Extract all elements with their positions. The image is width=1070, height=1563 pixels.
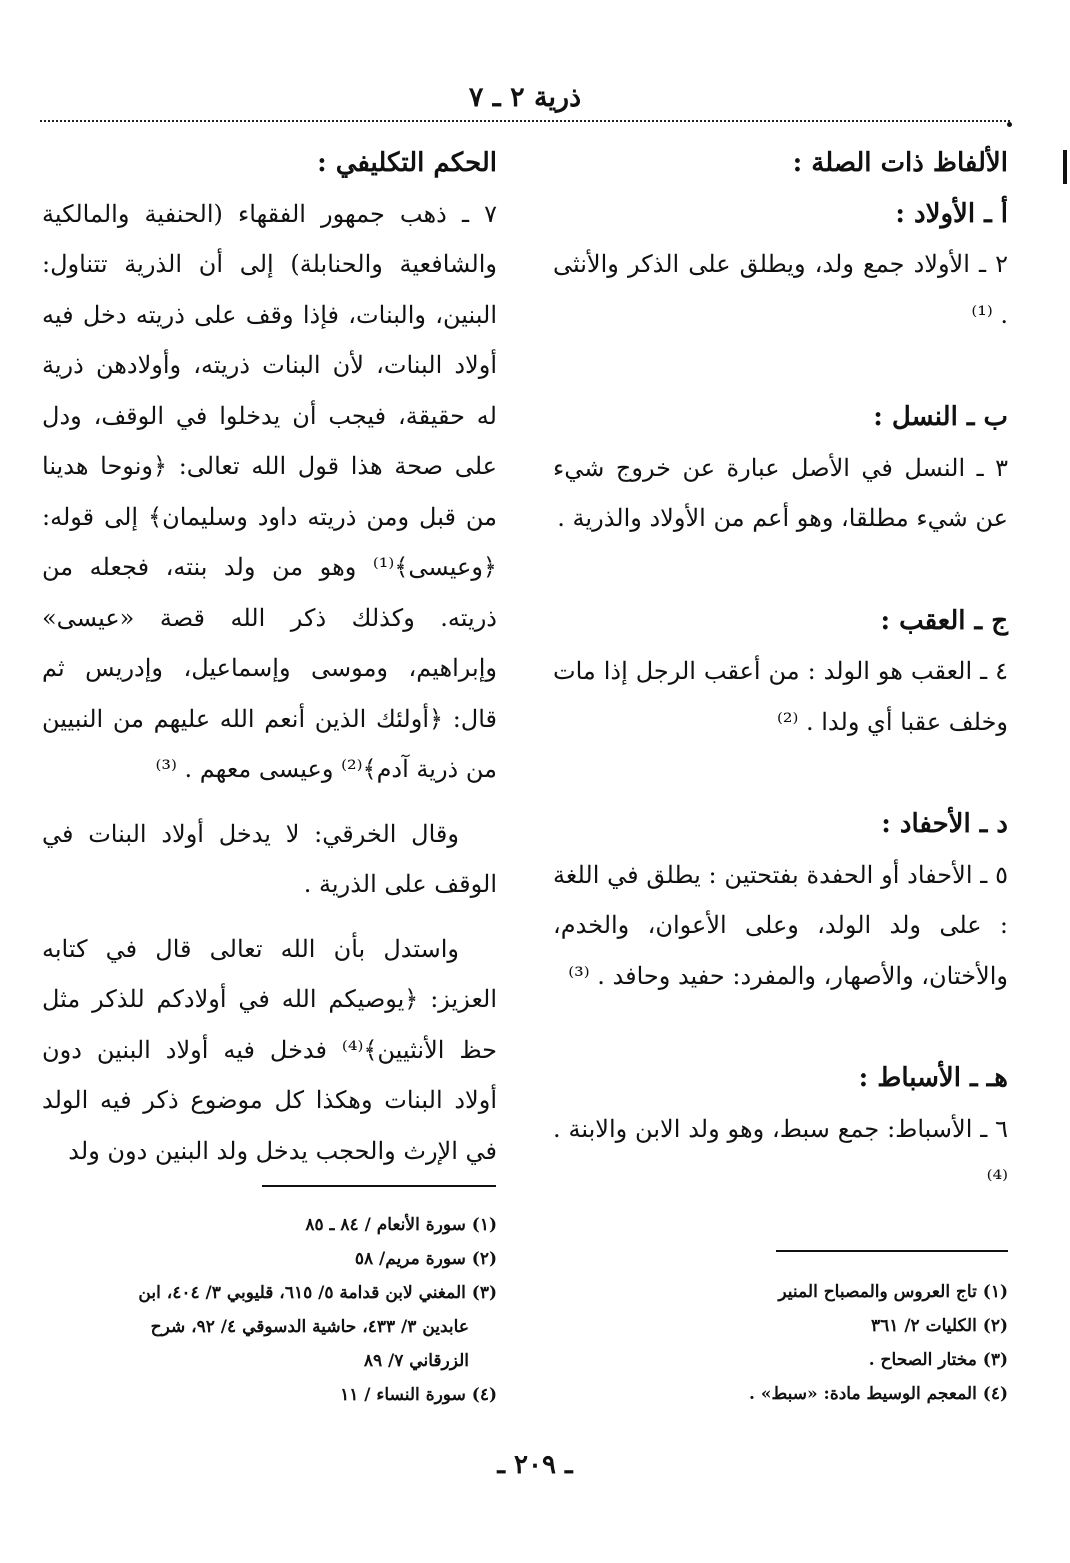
footnote-item: (٤) سورة النساء / ١١	[340, 1385, 497, 1405]
subheading-asbat: هـ ـ الأسباط :	[858, 1063, 1008, 1093]
paragraph-4: ٤ ـ العقب هو الولد : من أعقب الرجل إذا مات وخلف عقبا أي ولدا . ⁽²⁾	[553, 657, 1008, 736]
subheading-aqib: ج ـ العقب :	[880, 605, 1008, 636]
paragraph-kharqi: وقال الخرقي: لا يدخل أولاد البنات في الوقف على الذرية .	[42, 819, 497, 898]
footnote-item: (٢) الكليات ٢/ ٣٦١	[871, 1316, 1008, 1336]
subheading-ahfad: د ـ الأحفاد :	[881, 809, 1008, 839]
footnote-continuation: الزرقاني ٧/ ٨٩	[363, 1351, 469, 1371]
paragraph-5: ٥ ـ الأحفاد أو الحفدة بفتحتين : يطلق في اللغة : على ولد الولد، وعلى الأعوان، والخدم، والأختان، والأصهار، والمفرد: حفيد وحافد . ⁽³⁾	[553, 860, 1008, 990]
page-number: ـ ٢٠٩ ـ	[497, 1450, 573, 1480]
margin-dot	[1007, 122, 1012, 127]
header-dotted-rule	[40, 120, 1010, 122]
paragraph-2: ٢ ـ الأولاد جمع ولد، ويطلق على الذكر والأنثى . ⁽¹⁾	[553, 250, 1008, 329]
footnote-item: (١) تاج العروس والمصباح المنير	[778, 1282, 1008, 1302]
margin-bar	[1063, 150, 1067, 184]
footnote-rule-left	[262, 1185, 496, 1187]
footnotes-left	[42, 1208, 497, 1412]
section-heading-related-terms: الألفاظ ذات الصلة :	[792, 148, 1008, 178]
footnote-continuation: عابدين ٣/ ٤٣٣، حاشية الدسوقي ٤/ ٩٢، شرح	[150, 1317, 469, 1337]
subheading-awlad: أ ـ الأولاد :	[895, 198, 1008, 229]
section-heading-ruling: الحكم التكليفي :	[317, 148, 497, 178]
footnote-item: (١) سورة الأنعام / ٨٤ ـ ٨٥	[305, 1215, 497, 1235]
footnote-rule-right	[776, 1250, 1008, 1252]
left-column	[42, 138, 497, 1176]
paragraph-3: ٣ ـ النسل في الأصل عبارة عن خروج شيء عن شيء مطلقا، وهو أعم من الأولاد والذرية .	[553, 453, 1008, 532]
paragraph-6: ٦ ـ الأسباط: جمع سبط، وهو ولد الابن والابنة . ⁽⁴⁾	[553, 1114, 1008, 1193]
subheading-nasl: ب ـ النسل :	[873, 402, 1008, 432]
paragraph-istidlal: واستدل بأن الله تعالى قال في كتابه العزيز: ﴿يوصيكم الله في أولادكم للذكر مثل حظ الأنثيين﴾⁽⁴⁾ فدخل فيه أولاد البنين دون أولاد البنات وهكذا كل موضوع ذكر فيه الولد في الإرث والحجب يدخل ولد البنين دون ولد	[42, 934, 498, 1165]
footnote-item: (٤) المعجم الوسيط مادة: «سبط» .	[749, 1384, 1008, 1404]
running-header: ذرية ٢ ـ ٧	[468, 82, 582, 113]
right-column	[553, 138, 1008, 1205]
footnote-item: (٣) مختار الصحاح .	[868, 1350, 1008, 1370]
footnote-item: (٣) المغني لابن قدامة ٥/ ٦١٥، قليوبي ٣/ ٤٠٤، ابن	[138, 1283, 497, 1303]
footnotes-right	[553, 1275, 1008, 1411]
paragraph-7: ٧ ـ ذهب جمهور الفقهاء (الحنفية والمالكية والشافعية والحنابلة) إلى أن الذرية تتناول: البنين، والبنات، فإذا وقف على ذريته دخل فيه أولاد البنات، لأن البنات ذريته، وأولادهن ذرية له حقيقة، فيجب أن يدخلوا في الوقف، ودل على صحة هذا قول الله تعالى: ﴿ونوحا هدينا من قبل ومن ذريته داود وسليمان﴾ إلى قوله: ﴿وعيسى﴾⁽¹⁾ وهو من ولد بنته، فجعله من ذريته. وكذلك ذكر الله قصة «عيسى» وإبراهيم، وموسى وإسماعيل، وإدريس ثم قال: ﴿أولئك الذين أنعم الله عليهم من النبيين من ذرية آدم﴾⁽²⁾ وعيسى معهم . ⁽³⁾	[42, 199, 497, 783]
footnote-item: (٢) سورة مريم/ ٥٨	[354, 1249, 497, 1269]
